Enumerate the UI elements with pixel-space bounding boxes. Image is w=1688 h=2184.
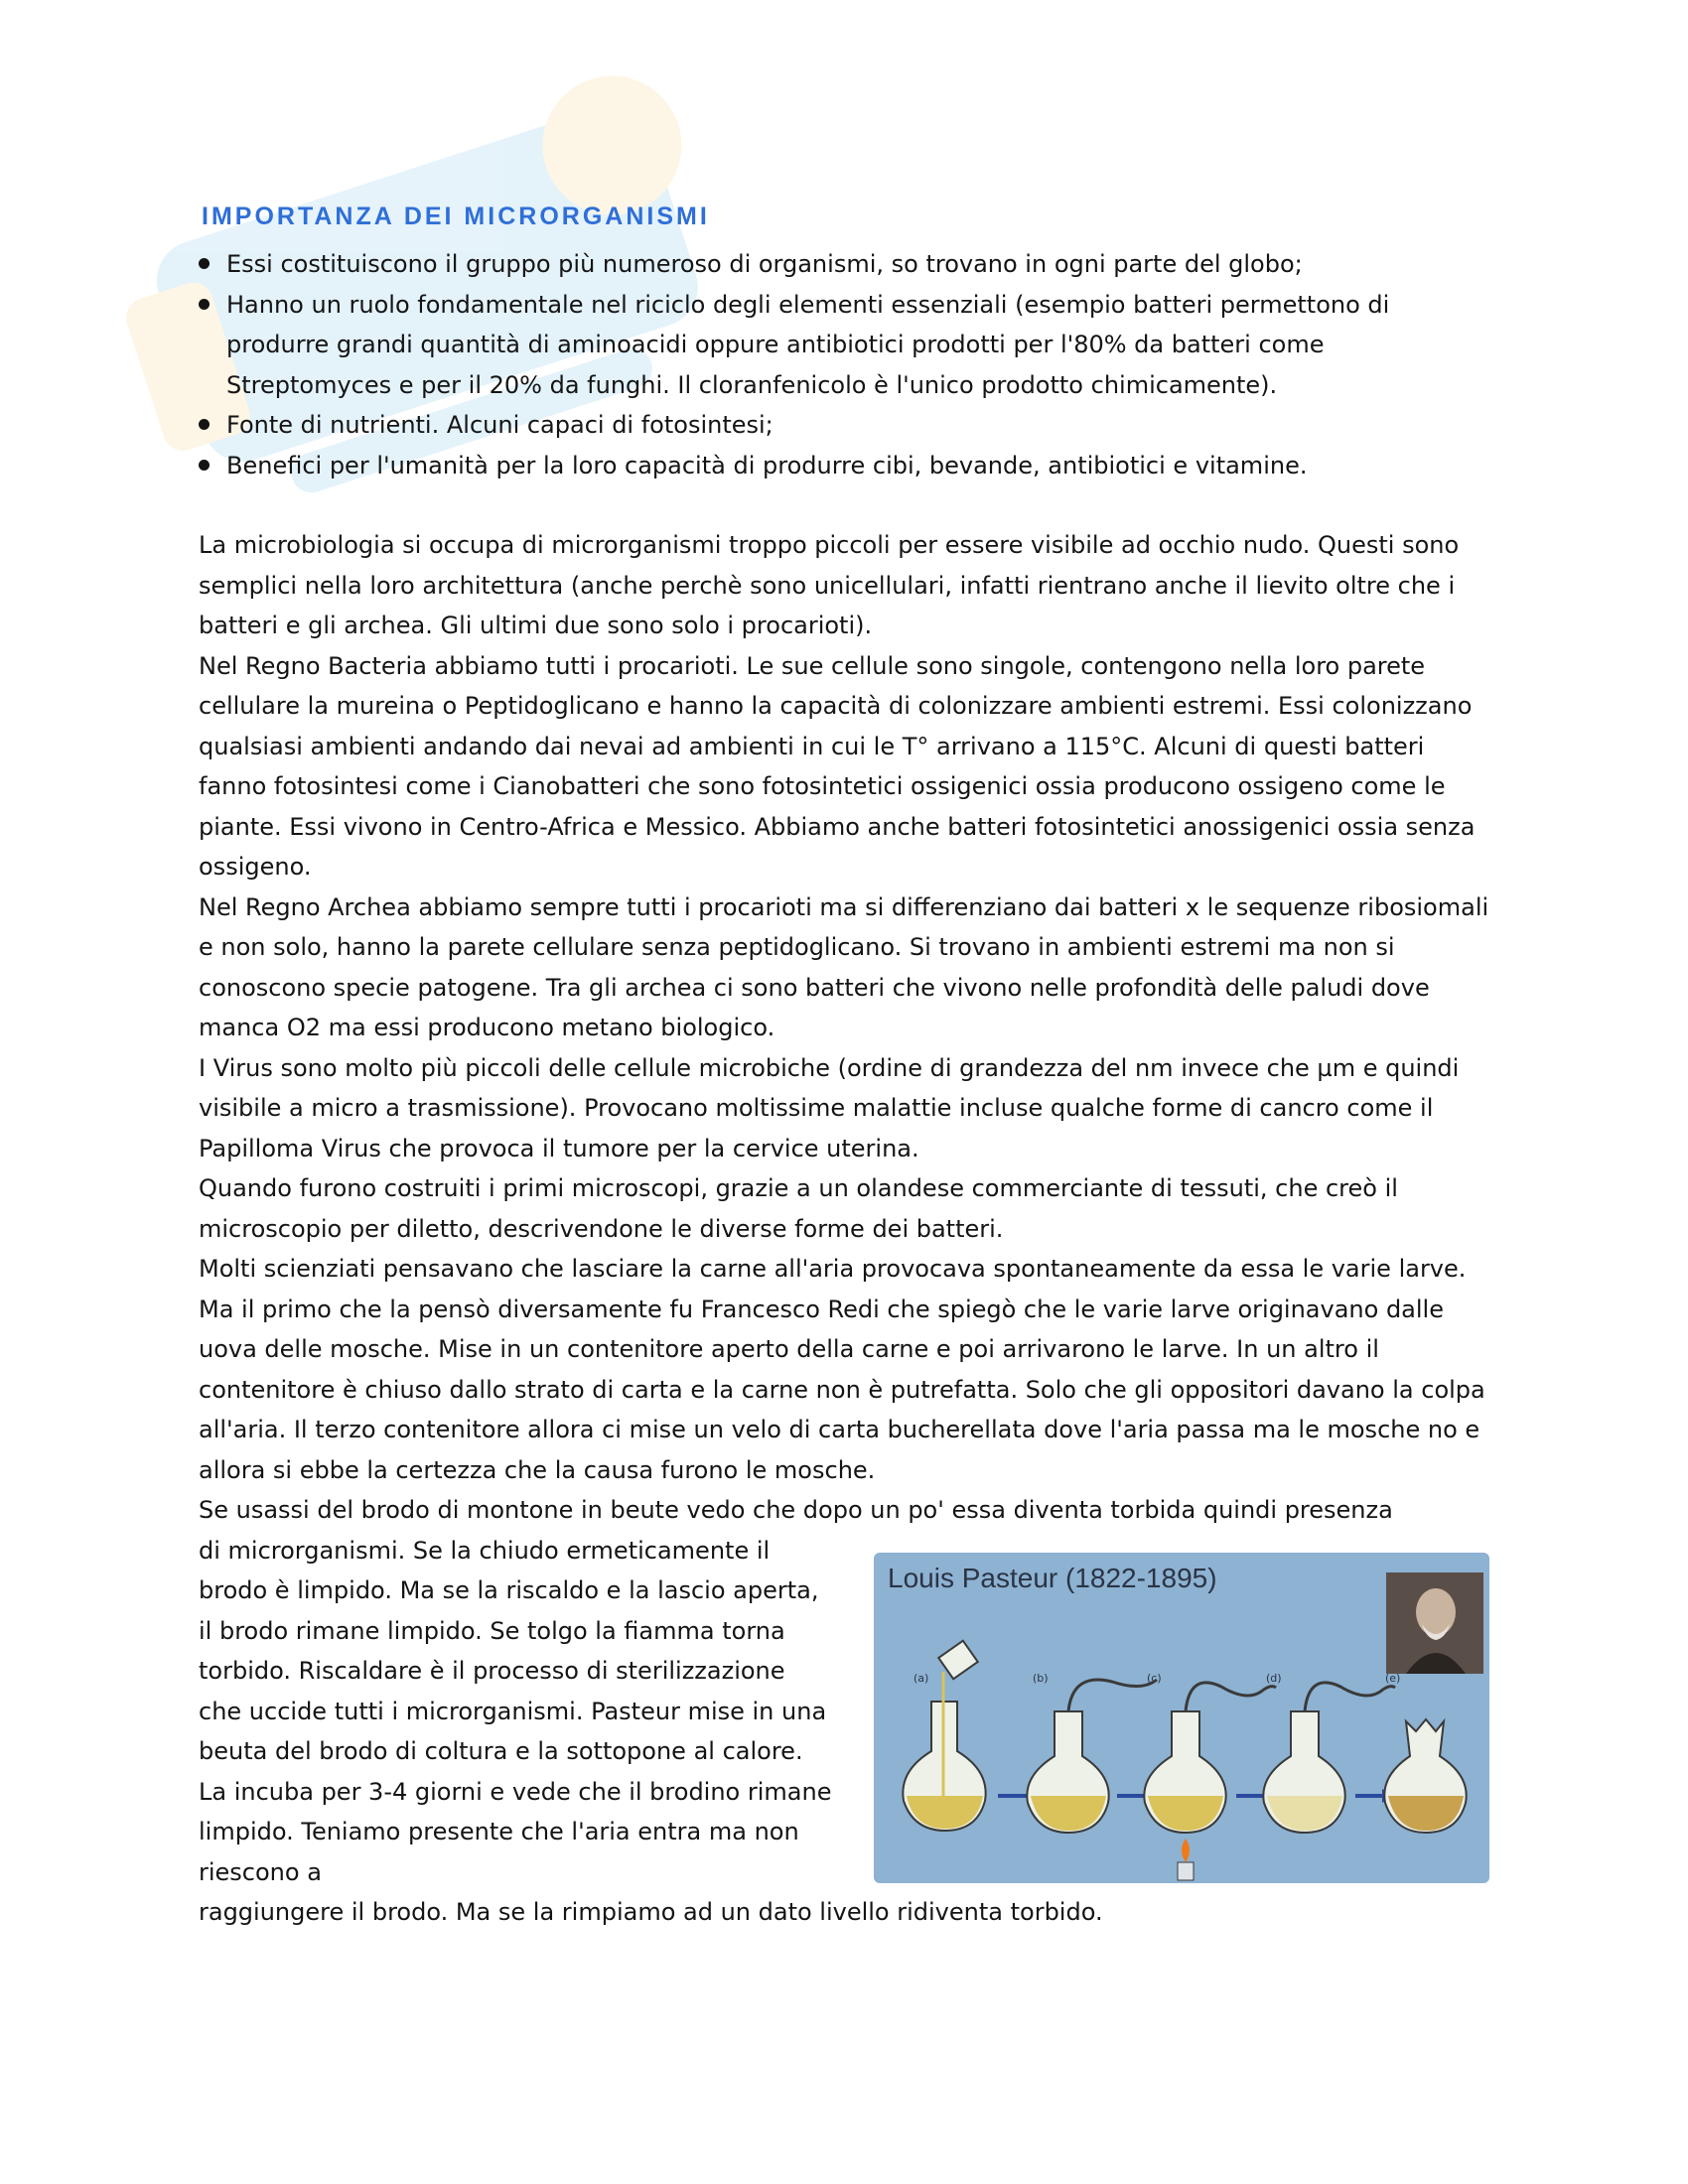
bullet-item xyxy=(199,285,1489,406)
bullet-text: Benefici per l'umanità per la loro capacità di produrre cibi, bevande, antibiotici e vitamine. xyxy=(226,451,1308,479)
step-label: (e) xyxy=(1385,1671,1401,1685)
paragraph-broth: Se usassi del brodo di montone in beute vedo che dopo un po' essa diventa torbida quindi presenza xyxy=(199,1496,1393,1524)
pasteur-slide-image xyxy=(874,1553,1489,1883)
step-label: (c) xyxy=(1147,1671,1162,1685)
bullet-item xyxy=(199,405,1489,446)
flask-experiment-diagram xyxy=(874,1553,1489,1883)
paragraph-redi: Molti scienziati pensavano che lasciare la carne all'aria provocava spontaneamente da essa le varie larve. Ma il primo che la pensò diversamente fu Francesco Redi che spiegò che le varie larve originavano dalle uova delle mosche. Mise in un contenitore aperto della carne e poi arrivarono le larve. In un altro il contenitore è chiuso dallo strato di carta e la carne non è putrefatta. Solo che gli oppositori davano la colpa all'aria. Il terzo contenitore allora ci mise un velo di carta bucherellata dove l'aria passa ma le mosche no e allora si ebbe la certezza che la causa furono le mosche. xyxy=(199,1255,1485,1484)
flask-b xyxy=(1027,1680,1157,1833)
paragraph-microbiology: La microbiologia si occupa di microrganismi troppo piccoli per essere visibile ad occhio nudo. Questi sono semplici nella loro architettura (anche perchè sono unicellulari, infatti rientrano anche il lievito oltre che i batteri e gli archea. Gli ultimi due sono solo i procarioti). xyxy=(199,531,1460,639)
bullet-list xyxy=(199,244,1489,485)
flask-e xyxy=(1384,1719,1466,1833)
bullet-icon xyxy=(199,258,210,269)
bullet-icon xyxy=(199,460,210,471)
flask-a xyxy=(903,1640,985,1830)
paragraph-virus: I Virus sono molto più piccoli delle cellule microbiche (ordine di grandezza del nm invece che µm e quindi visibile a micro a trasmissione). Provocano moltissime malattie incluse qualche forme di cancro come il Papilloma Virus che provoca il tumore per la cervice uterina. xyxy=(199,1053,1460,1162)
bullet-text: Essi costituiscono il gruppo più numeroso di organismi, so trovano in ogni parte del globo; xyxy=(226,250,1303,278)
pasteur-block xyxy=(199,1531,1489,1893)
bullet-text: Fonte di nutrienti. Alcuni capaci di fotosintesi; xyxy=(226,411,774,439)
flask-d xyxy=(1263,1682,1395,1832)
bullet-text: Hanno un ruolo fondamentale nel riciclo degli elementi essenziali (esempio batteri permettono di produrre grandi quantità di aminoacidi oppure antibiotici prodotti per l'80% da batteri come Streptomyces e per il 20% da funghi. Il cloranfenicolo è l'unico prodotto chimicamente). xyxy=(226,290,1390,399)
paragraph-final: raggiungere il brodo. Ma se la rimpiamo ad un dato livello ridiventa torbido. xyxy=(199,1898,1103,1926)
bullet-icon xyxy=(199,419,210,430)
spacer xyxy=(199,485,1489,525)
step-label: (a) xyxy=(914,1671,929,1685)
paragraph-microscope: Quando furono costruiti i primi microscopi, grazie a un olandese commerciante di tessuti, che creò il microscopio per diletto, descrivendone le diverse forme dei batteri. xyxy=(199,1174,1398,1243)
flask-c xyxy=(1144,1682,1276,1879)
paragraph-pasteur: di microrganismi. Se la chiudo ermeticamente il brodo è limpido. Ma se la riscaldo e la lascio aperta, il brodo rimane limpido. Se tolgo la fiamma torna torbido. Riscaldare è il processo di sterilizzazione che uccide tutti i microrganismi. Pasteur mise in una beuta del brodo di coltura e la sottopone al calore. La incuba per 3-4 giorni e vede che il brodino rimane limpido. Teniamo presente che l'aria entra ma non riescono a xyxy=(199,1536,832,1886)
step-label: (b) xyxy=(1033,1671,1049,1685)
slide-title: Louis Pasteur (1822-1895) xyxy=(888,1562,1217,1593)
bullet-item xyxy=(199,244,1489,285)
document-page xyxy=(199,197,1489,1933)
bullet-item xyxy=(199,446,1489,486)
step-label: (d) xyxy=(1266,1671,1282,1685)
section-heading: IMPORTANZA DEI MICRORGANISMI xyxy=(202,203,710,230)
paragraph-bacteria: Nel Regno Bacteria abbiamo tutti i procarioti. Le sue cellule sono singole, contengono nella loro parete cellulare la mureina o Peptidoglicano e hanno la capacità di colonizzare ambienti estremi. Essi colonizzano qualsiasi ambienti andando dai nevai ad ambienti in cui le T° arrivano a 115°C. Alcuni di questi batteri fanno fotosintesi come i Cianobatteri che sono fotosintetici ossigenici ossia producono ossigeno come le piante. Essi vivono in Centro-Africa e Messico. Abbiamo anche batteri fotosintetici anossigenici ossia senza ossigeno. xyxy=(199,651,1476,881)
paragraph-archea: Nel Regno Archea abbiamo sempre tutti i procarioti ma si differenziano dai batteri x le sequenze ribosiomali e non solo, hanno la parete cellulare senza peptidoglicano. Si trovano in ambienti estremi ma non si conoscono specie patogene. Tra gli archea ci sono batteri che vivono nelle profondità delle paludi dove manca O2 ma essi producono metano biologico. xyxy=(199,892,1489,1041)
bullet-icon xyxy=(199,299,210,310)
